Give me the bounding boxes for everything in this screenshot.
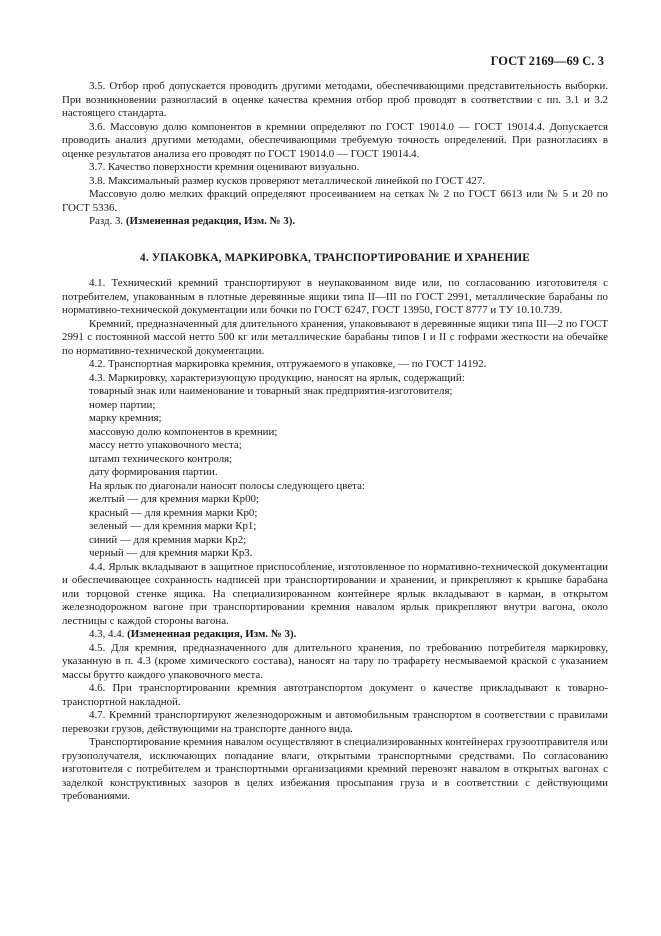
section4-revision-note [62,628,608,642]
paragraph-3-7: 3.7. Качество поверхности кремния оценивают визуально. [89,161,360,173]
note-prefix: Разд. 3. [89,215,124,227]
label-item: массовую долю компонентов в кремнии; [89,425,278,438]
document-body [62,80,608,804]
label-item: марку кремния; [89,412,162,424]
label-item: штамп технического контроля; [89,452,233,465]
paragraph-4-6: 4.6. При транспортировании кремния автотранспортом документ о качестве прикладывают к товарно-транспортной накладной. [62,682,608,708]
label-item: товарный знак или наименование и товарный знак предприятия-изготовителя; [89,385,453,397]
paragraph-3-6: 3.6. Массовую долю компонентов в кремнии определяют по ГОСТ 19014.0 — ГОСТ 19014.4. Допускается проводить анализ другими методами, обеспечивающими требуемую точность определений. При разногласиях в оценке результатов анализа его проводят по ГОСТ 19014.0 — ГОСТ 19014.4. [62,120,608,160]
note-bold: (Измененная редакция, Изм. № 3). [125,215,296,227]
paragraph-3-5: 3.5. Отбор проб допускается проводить другими методами, обеспечивающими представительность выборки. При возникновении разногласий в оценке качества кремния отбор проб проводят в соответствии с пп. 3.1 и 3.2 настоящего стандарта. [62,80,608,119]
note-bold: (Измененная редакция, Изм. № 3). [127,628,297,640]
paragraph-4-7-bulk: Транспортирование кремния навалом осуществляют в специализированных контейнерах грузоотправителя или грузополучателя, исключающих попадание влаги, открытыми транспортными средствами. По согласованию изготовителя с потребителем и транспортными организациями кремний перевозят навалом в открытых вагонах с заделкой конструктивных зазоров в целях избежания просыпания груза и в соответствии с действующими требованиями. [62,736,608,802]
label-item: дату формирования партии. [89,466,218,478]
stripe-intro: На ярлык по диагонали наносят полосы следующего цвета: [89,479,365,492]
stripe-item: синий — для кремния марки Кр2; [89,533,247,546]
stripe-item: красный — для кремния марки Кр0; [89,506,258,519]
paragraph-4-3: 4.3. Маркировку, характеризующую продукцию, наносят на ярлык, содержащий: [89,371,465,384]
stripe-item: желтый — для кремния марки Кр00; [89,493,260,505]
paragraph-4-1: 4.1. Технический кремний транспортируют в неупакованном виде или, по согласованию изготовителя с потребителем, упакованным в плотные деревянные ящики типа II—III по ГОСТ 2991, металлические барабаны по нормативно-технической документации или бочки по ГОСТ 6247, ГОСТ 13950, ГОСТ 8777 и ТУ 10.10.739. [62,277,608,316]
paragraph-4-2: 4.2. Транспортная маркировка кремния, отгружаемого в упаковке, — по ГОСТ 14192. [89,358,487,370]
stripe-item: черный — для кремния марки Кр3. [89,547,253,559]
paragraph-4-5: 4.5. Для кремния, предназначенного для длительного хранения, по требованию потребителя маркировку, указанную в п. 4.3 (кроме химического состава), наносят на тару по трафарету несмываемой краской с указанием массы брутто каждого упаковочного места. [62,641,608,681]
section3-revision-note [62,215,608,229]
page-header: ГОСТ 2169—69 С. 3 [490,54,604,68]
paragraph-4-4: 4.4. Ярлык вкладывают в защитное приспособление, изготовленное по нормативно-технической документации и обеспечивающее сохранность надписей при транспортировании и хранении, и прикрепляют к крышке барабана или торцовой стенке ящика. На специализированном контейнере ярлык вкладывают в карман, в открытом железнодорожном вагоне при транспортировании кремния навалом ярлык прикрепляют внутри вагона, около лестницы с каждой стороны вагона. [62,560,608,627]
paragraph-3-8: 3.8. Максимальный размер кусков проверяют металлической линейкой по ГОСТ 427. [89,174,486,187]
paragraph-4-1-storage: Кремний, предназначенный для длительного хранения, упаковывают в деревянные ящики типа III—2 по ГОСТ 2991 с постоянной массой нетто 500 кг или металлические барабаны типов I и II с гофрами жесткости на обечайке по нормативно-технической документации. [62,317,608,357]
paragraph-4-7: 4.7. Кремний транспортируют железнодорожным и автомобильным транспортом в соответствии с правилами перевозки грузов, действующими на транспорте данного вида. [62,709,608,735]
stripe-item: зеленый — для кремния марки Кр1; [89,520,257,532]
paragraph-3-8-fractions: Массовую долю мелких фракций определяют просеиванием на сетках № 2 по ГОСТ 6613 или № 5 и 20 по ГОСТ 5336. [62,188,608,214]
label-item: массу нетто упаковочного места; [89,439,242,451]
section-4-title: 4. УПАКОВКА, МАРКИРОВКА, ТРАНСПОРТИРОВАНИЕ И ХРАНЕНИЕ [140,251,530,264]
label-item: номер партии; [89,398,156,411]
note-prefix: 4.3, 4.4. [89,628,125,640]
